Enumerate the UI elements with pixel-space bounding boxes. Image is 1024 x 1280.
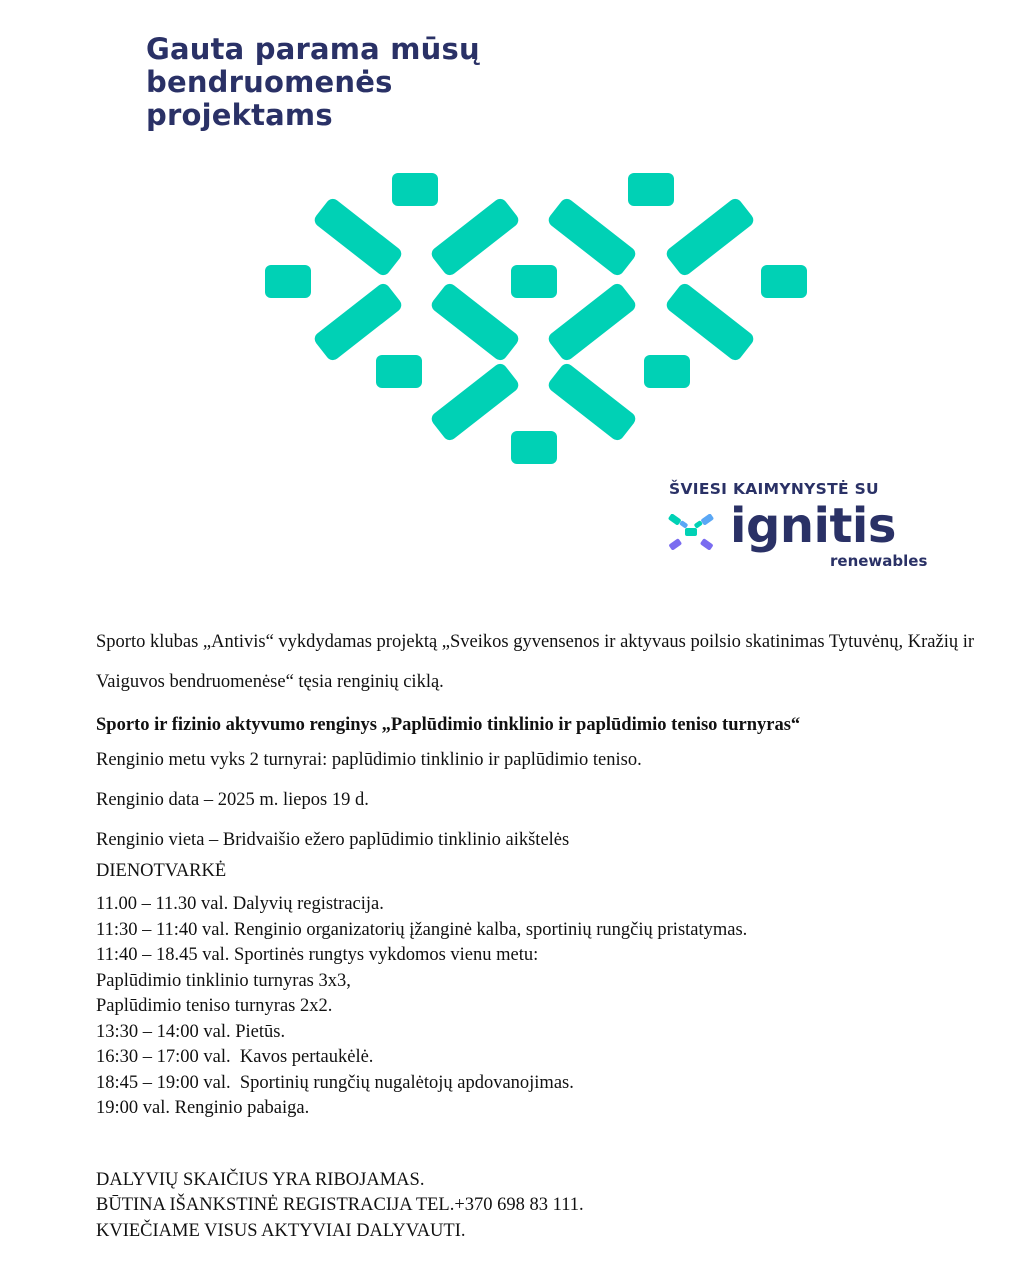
heart-square (265, 265, 311, 298)
closing-line: BŪTINA IŠANKSTINĖ REGISTRACIJA TEL.+370 698 83 111. (96, 1195, 584, 1215)
heart-bar (312, 196, 404, 278)
document-body (96, 622, 996, 1244)
heart-square (392, 173, 438, 206)
ignitis-logo (668, 498, 958, 574)
brand-name: ignitis (730, 498, 896, 554)
heart-square (376, 355, 422, 388)
tournaments-text: Renginio metu vyks 2 turnyrai: paplūdimio tinklinio ir paplūdimio teniso. (96, 750, 642, 770)
heart-bar (429, 196, 521, 278)
heart-bar (664, 196, 756, 278)
heart-bar (429, 281, 521, 363)
heart-bar (429, 361, 521, 443)
heart-bar (546, 196, 638, 278)
brand-tagline: ŠVIESI KAIMYNYSTĖ SU (669, 480, 879, 498)
heart-graphic (250, 160, 830, 480)
ignitis-logo-icon (668, 514, 714, 550)
agenda-item: 11:30 – 11:40 val. Renginio organizatorių įžanginė kalba, sportinių rungčių pristatymas. (96, 919, 748, 940)
agenda-list (96, 892, 996, 1122)
heart-square (511, 431, 557, 464)
title-line: projektams (146, 98, 333, 132)
closing-line: DALYVIŲ SKAIČIUS YRA RIBOJAMAS. (96, 1169, 425, 1190)
heart-square (628, 173, 674, 206)
agenda-heading: DIENOTVARKĖ (96, 861, 227, 881)
intro-paragraph: Sporto klubas „Antivis“ vykdydamas projektą „Sveikos gyvensenos ir aktyvaus poilsio skatinimas Tytuvėnų, Kražių ir Vaiguvos bendruomenėse“ tęsia renginių ciklą. (96, 632, 975, 692)
agenda-item: 16:30 – 17:00 val. Kavos pertaukėlė. (96, 1047, 374, 1067)
agenda-item: 19:00 val. Renginio pabaiga. (96, 1098, 310, 1118)
agenda-item: 18:45 – 19:00 val. Sportinių rungčių nugalėtojų apdovanojimas. (96, 1072, 574, 1093)
heart-square (644, 355, 690, 388)
heart-square (511, 265, 557, 298)
closing-notes (96, 1168, 996, 1245)
agenda-item: Paplūdimio teniso turnyras 2x2. (96, 996, 333, 1016)
title-line: bendruomenės (146, 65, 393, 99)
agenda-item: 11:40 – 18.45 val. Sportinės rungtys vykdomos vienu metu: (96, 945, 539, 965)
heart-square (761, 265, 807, 298)
agenda-item: Paplūdimio tinklinio turnyras 3x3, (96, 970, 351, 991)
heart-bar (664, 281, 756, 363)
title-line: Gauta parama mūsų (146, 32, 480, 66)
heart-bar (546, 281, 638, 363)
brand-subtitle: renewables (830, 552, 928, 570)
heart-bar (546, 361, 638, 443)
event-date: Renginio data – 2025 m. liepos 19 d. (96, 790, 369, 810)
closing-line: KVIEČIAME VISUS AKTYVIAI DALYVAUTI. (96, 1220, 466, 1241)
event-title: Sporto ir fizinio aktyvumo renginys „Paplūdimio tinklinio ir paplūdimio teniso turnyras“ (96, 715, 801, 735)
agenda-item: 13:30 – 14:00 val. Pietūs. (96, 1021, 286, 1042)
heart-bar (312, 281, 404, 363)
agenda-item: 11.00 – 11.30 val. Dalyvių registracija. (96, 894, 384, 914)
page-title (146, 33, 480, 132)
event-venue: Renginio vieta – Bridvaišio ežero paplūdimio tinklinio aikštelės (96, 830, 570, 850)
